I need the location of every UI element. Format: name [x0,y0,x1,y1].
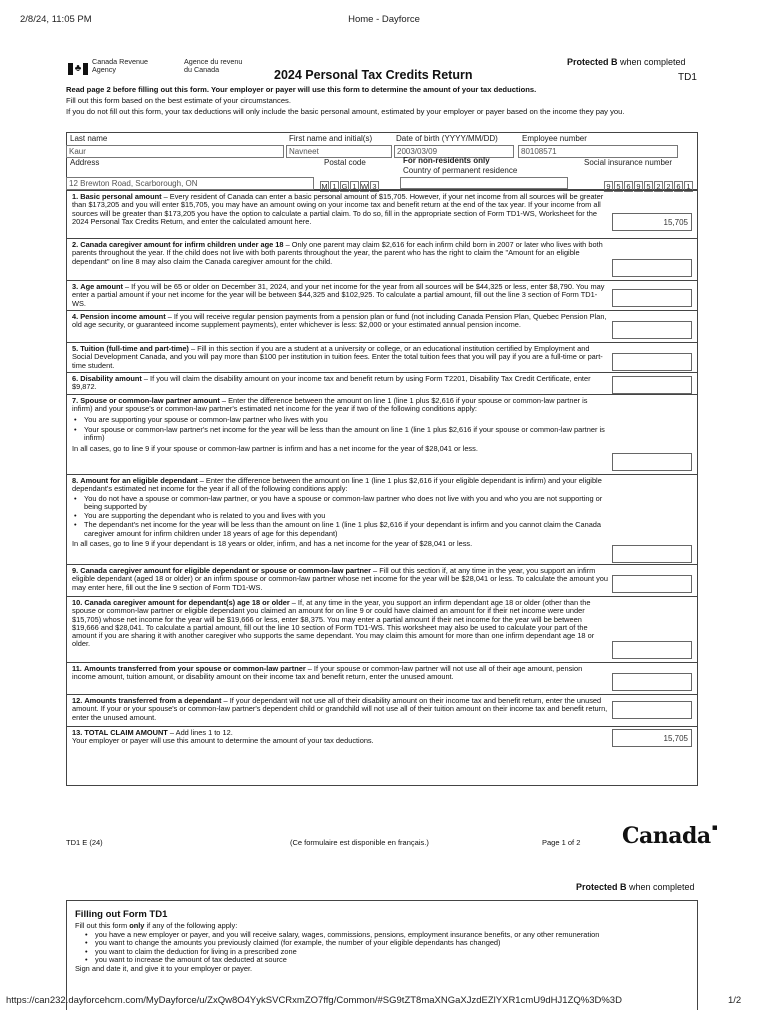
country-field[interactable] [400,177,568,189]
line-10-amount[interactable] [612,641,692,659]
line-4-pension-income: 4. Pension income amount – If you will receive regular pension payments from a pension plan or fund (not including Canada Pension Plan, Quebec Pension Plan, old age security, or guaranteed income supplement payments), enter whichever is less: $2,000 or your estimated annual pension income. [66,310,698,342]
line-2-caregiver-children: 2. Canada caregiver amount for infirm children under age 18 – Only one parent may claim $2,616 for each infirm child born in 2007 or later who lives with both parents throughout the year. If the child does not live with both parents throughout the year, the parent who has the right to claim the "Amount for an eligible dependant" on line 8 may also claim the Canada caregiver amount for the child. [66,238,698,280]
first-name-label: First name and initial(s) [289,134,373,143]
line-2-amount[interactable] [612,259,692,277]
line-5-amount[interactable] [612,353,692,371]
sin-label: Social insurance number [584,158,673,167]
line-1-amount[interactable]: 15,705 [612,213,692,231]
line-9-amount[interactable] [612,575,692,593]
postal-code-label: Postal code [324,158,366,167]
line-1-basic-personal: 1. Basic personal amount – Every resident of Canada can enter a basic personal amount of $15,705. However, if your net income from all sources will be greater than $173,205 and you will enter $15,705, you may have an amount owing on your income tax and benefit return at the end of the tax year. If your income from all sources will be greater than $173,205 you have the option to calculate a partial claim. To do so, fill in the appropriate section of Form TD1-WS, Worksheet for the 2024 Personal Tax Credits Return, and enter the calculated amount here. 15,705 [66,190,698,238]
address-field[interactable]: 12 Brewton Road, Scarborough, ON [66,177,314,190]
page2-text: Fill out this form only if any of the following apply: • you have a new employer or payer, and you will receive salary, wages, commissions, pensions, employment insurance benefits, or any other remuneration • you want to change the amounts you previously claimed (for example, the number of your eligible dependants has changed) • you want to claim the deduction for living in a prescribed zone • you want to increase the amount of tax deducted at source Sign and date it, and give it to your employer or payer. [75,922,685,973]
line-9-caregiver-dependant: 9. Canada caregiver amount for eligible dependant or spouse or common-law partner – Fill out this section if, at any time in the year, you support an infirm eligible dependant (aged 18 or older) or an infirm spouse or common-law partner whose net income for the year will be $28,041 or less. To calculate the amount you may enter here, fill out the line 9 section of Form TD1-WS. [66,564,698,596]
protected-label: Protected B when completed [567,57,686,67]
print-url: https://can232.dayforcehcm.com/MyDayforce/u/ZxQw8O4YykSVCRxmZO7ffg/Common/#SG9tZT8maXNGaXJzdEZlYXR1cmU9dHJ1ZQ%3D%3D [6,995,622,1006]
line-8-amount[interactable] [612,545,692,563]
line-7-spouse-amount: 7. Spouse or common-law partner amount – Enter the difference between the amount on line 1 (line 1 plus $2,616 if your spouse or common-law partner is infirm) and your spouse's or common-law partner's estimated net income for the year if two of the following conditions apply: • You are supporting your spouse or common-law partner who lives with you • Your spouse or common-law partner's net income for the year will be less than the amount on line 1 (line 1 plus $2,616 if your spouse or common-law partner is infirm) In all cases, go to line 9 if your spouse or common-law partner is infirm and has a net income for the year of $28,041 or less. [66,394,698,474]
line-4-amount[interactable] [612,321,692,339]
line-10-caregiver-18-plus: 10. Canada caregiver amount for dependant(s) age 18 or older – If, at any time in the year, you support an infirm dependant age 18 or older (other than the spouse or common-law partner or eligible dependant you claimed an amount for on line 9 or could have claimed an amount for if their net income were under $15,705) whose net income for the year will be $19,666 or less, enter $8,375. You may enter a partial amount if their net income for the year will be between $19,666 and $28,041. To calculate a partial amount, fill out the line 10 section of Form TD1-WS. This worksheet may also be used to calculate your part of the amount if you are sharing it with another caregiver who supports the same dependant. You may claim this amount for more than one infirm dependant age 18 or older. [66,596,698,662]
line-12-amount[interactable] [612,701,692,719]
line-3-age-amount: 3. Age amount – If you will be 65 or older on December 31, 2024, and your net income for the year from all sources will be $44,325 or less, enter $8,790. You may enter a partial amount if your net income for the year will be between $44,325 and $102,925. To calculate a partial amount, fill out the line 3 section of Form TD1-WS. [66,280,698,310]
postal-code-field[interactable]: M 1 G 1 W 3 [320,176,380,194]
dob-label: Date of birth (YYYY/MM/DD) [396,134,498,143]
form-title: 2024 Personal Tax Credits Return [274,68,473,82]
french-availability-note: (Ce formulaire est disponible en français.) [290,838,429,847]
print-page-count: 1/2 [728,995,742,1006]
line-13-amount[interactable]: 15,705 [612,729,692,747]
sin-field[interactable]: 9 5 6 9 5 2 2 6 1 [604,176,694,194]
address-label: Address [70,158,100,167]
agency-name-fr: Agence du revenu du Canada [184,57,243,74]
page2-protected-label: Protected B when completed [576,882,695,892]
last-name-field[interactable]: Kaur [66,145,284,158]
dob-field[interactable]: 2003/03/09 [394,145,514,158]
line-13-total-claim: 13. TOTAL CLAIM AMOUNT – Add lines 1 to 12. Your employer or payer will use this amount to determine the amount of your tax deductions. 15,705 [66,726,698,786]
last-name-label: Last name [70,134,108,143]
non-resident-label: For non-residents only [403,156,490,165]
employee-number-label: Employee number [522,134,587,143]
line-12-transfer-dependant: 12. Amounts transferred from a dependant – If your dependant will not use all of their disability amount on their income tax and benefit return, enter the unused amount. If your or your spouse's or common-law partner's dependent child or grandchild will not use all of their tuition amount on their income tax and benefit return, enter the unused amount. [66,694,698,726]
line-5-tuition: 5. Tuition (full-time and part-time) – Fill in this section if you are a student at a university or college, or an educational institution certified by Employment and Social Development Canada, and you will pay more than $100 per institution in tuition fees. Enter the total tuition fees that you will pay if you are a full-time or part-time student. [66,342,698,372]
page2-filling-out-box [66,900,698,1010]
page-number: Page 1 of 2 [542,838,581,847]
form-footer-code: TD1 E (24) [66,838,103,847]
line-8-eligible-dependant: 8. Amount for an eligible dependant – Enter the difference between the amount on line 1 (line 1 plus $2,616 if your eligible dependant is infirm) and your eligible dependant's estimated net income for the year if all of the following conditions apply: • You do not have a spouse or common-law partner, or you have a spouse or common-law partner who does not live with you and who you are not supporting or being supported by • You are supporting the dependant who is related to you and lives with you • The dependant's net income for the year will be less than the amount on line 1 (line 1 plus $2,616 if your dependant is infirm and you cannot claim the Canada caregiver amount for infirm children under 18 years of age for this dependant) In all cases, go to line 9 if your dependant is 18 years or older, infirm, and has a net income for the year of $28,041 or less. [66,474,698,564]
print-datetime: 2/8/24, 11:05 PM [20,14,92,25]
form-code: TD1 [678,72,697,83]
country-label: Country of permanent residence [403,166,518,175]
print-page-title: Home - Dayforce [348,14,420,25]
page2-heading: Filling out Form TD1 [75,909,168,920]
wordmark-flag-icon: ▪ [711,823,718,833]
employee-number-field[interactable]: 80108571 [518,145,678,158]
agency-name-en: Canada Revenue Agency [92,57,148,74]
intro-text: Read page 2 before filling out this form. Your employer or payer will use this form to determine the amount of your tax deductions. Fill out this form based on the best estimate of your circumstances. If you do not fill out this form, your tax deductions will only include the basic personal amount, estimated by your employer or payer based on the income they pay you. [66,85,625,117]
line-11-amount[interactable] [612,673,692,691]
first-name-field[interactable]: Navneet [286,145,392,158]
canada-flag-icon: ♣ [68,60,88,78]
line-6-amount[interactable] [612,376,692,394]
canada-wordmark: Canada▪ [622,823,718,849]
line-7-amount[interactable] [612,453,692,471]
line-6-disability: 6. Disability amount – If you will claim the disability amount on your income tax and benefit return by using Form T2201, Disability Tax Credit Certificate, enter $9,872. [66,372,698,394]
line-3-amount[interactable] [612,289,692,307]
line-11-transfer-spouse: 11. Amounts transferred from your spouse or common-law partner – If your spouse or common-law partner will not use all of their age amount, pension income amount, tuition amount, or disability amount on their income tax and benefit return, enter the unused amount. [66,662,698,694]
